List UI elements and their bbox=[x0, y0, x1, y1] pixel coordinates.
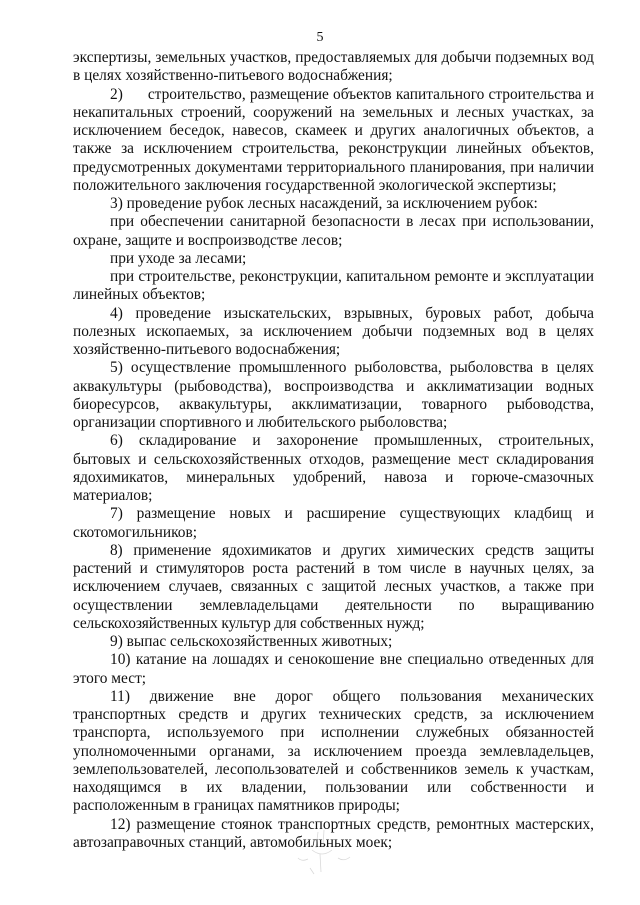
paragraph: при уходе за лесами; bbox=[110, 249, 247, 267]
paragraph: 8) применение ядохимикатов и других химических средств защиты растений и стимуляторов роста растений в том числе в научных целях, за исключением случаев, связанных с защитой лесных участков, а также при осуществлении землевладельцами деятельности по выращиванию сельскохозяйственных культур для собственных нужд; bbox=[73, 541, 594, 632]
paragraph: 9) выпас сельскохозяйственных животных; bbox=[110, 633, 393, 650]
paragraph: 7) размещение новых и расширение существующих кладбищ и скотомогильников; bbox=[73, 505, 594, 541]
paragraph: 12) размещение стоянок транспортных средств, ремонтных мастерских, автозаправочных станций, автомобильных моек; bbox=[73, 815, 594, 851]
faint-scan-mark bbox=[288, 828, 358, 878]
paragraph: экспертизы, земельных участков, предоставляемых для добычи подземных вод в целях хозяйственно-питьевого водоснабжения; bbox=[73, 49, 594, 85]
document-body bbox=[73, 49, 594, 852]
paragraph: 11) движение вне дорог общего пользования механических транспортных средств и других технических средств, за исключением транспорта, используемого при исполнении служебных обязанностей уполномоченными органами, за исключением проезда землевладельцев, землепользователей, лесопользователей и собственников земель к участкам, находящимся в их владении, пользовании или собственности и расположенным в границах памятников природы; bbox=[73, 687, 594, 815]
paragraph: 4) проведение изыскательских, взрывных, буровых работ, добыча полезных ископаемых, за исключением добычи подземных вод в целях хозяйственно-питьевого водоснабжения; bbox=[73, 304, 594, 358]
page-number: 5 bbox=[316, 30, 324, 45]
paragraph: 6) складирование и захоронение промышленных, строительных, бытовых и сельскохозяйственных отходов, размещение мест складирования ядохимикатов, минеральных удобрений, навоза и горюче-смазочных материалов; bbox=[73, 432, 594, 504]
paragraph: 2) строительство, размещение объектов капитального строительства и некапитальных строений, сооружений на земельных и лесных участках, за исключением беседок, навесов, скамеек и других аналогичных объектов, а также за исключением строительства, реконструкции линейных объектов, предусмотренных документами территориального планирования, при наличии положительного заключения государственной экологической экспертизы; bbox=[73, 85, 594, 194]
paragraph: 3) проведение рубок лесных насаждений, за исключением рубок: bbox=[110, 195, 538, 212]
paragraph: 10) катание на лошадях и сенокошение вне специально отведенных для этого мест; bbox=[73, 651, 594, 687]
paragraph: при строительстве, реконструкции, капитальном ремонте и эксплуатации линейных объектов; bbox=[73, 268, 594, 304]
paragraph: 5) осуществление промышленного рыболовства, рыболовства в целях аквакультуры (рыбоводства), воспроизводства и акклиматизации водных биоресурсов, аквакультуры, акклиматизации, товарного рыбоводства, организации спортивного и любительского рыболовства; bbox=[73, 359, 594, 431]
paragraph: при обеспечении санитарной безопасности в лесах при использовании, охране, защите и воспроизводстве лесов; bbox=[73, 213, 594, 249]
